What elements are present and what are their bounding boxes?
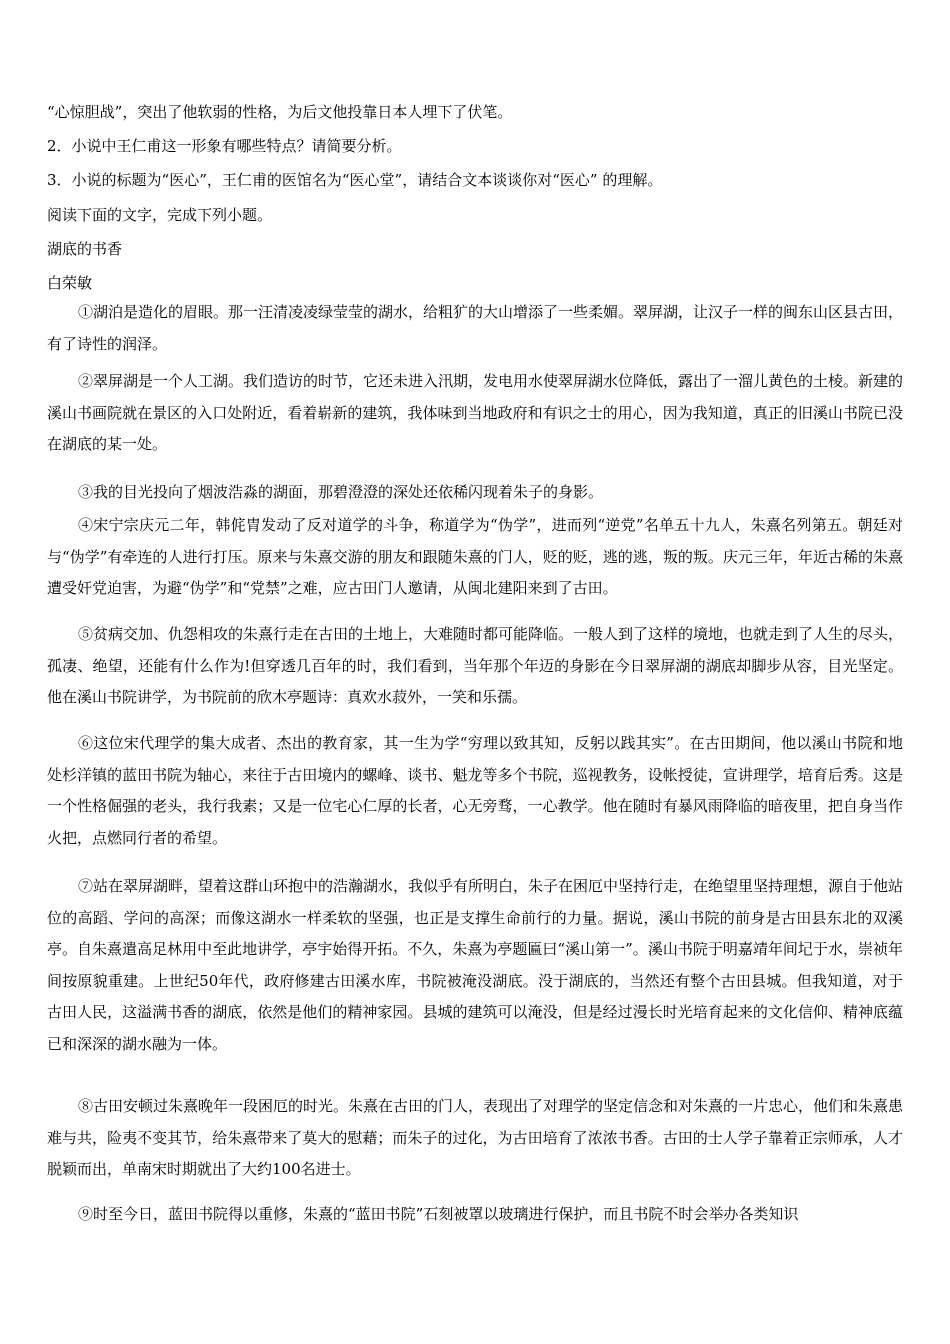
article-paragraph-5: ⑤贫病交加、仇怨相攻的朱熹行走在古田的土地上，大难随时都可能降临。一般人到了这样的境地，也就走到了人生的尽头，孤凄、绝望，还能有什么作为!但穿透几百年的时，我们看到，当年那个年迈的身影在今日翠屏湖的湖底却脚步从容，目光坚定。他在溪山书院讲学，为书院前的欣木亭题诗：真欢水菽外，一笑和乐孺。 — [47, 625, 904, 706]
reading-instruction: 阅读下面的文字，完成下列小题。 — [47, 206, 273, 224]
answer-continuation-line: “心惊胆战”，突出了他软弱的性格，为后文他投靠日本人埋下了伏笔。 — [47, 103, 513, 121]
question-2: 2．小说中王仁甫这一形象有哪些特点？请简要分析。 — [47, 137, 402, 155]
article-author: 白荣敏 — [47, 274, 93, 292]
article-paragraph-7: ⑦站在翠屏湖畔，望着这群山环抱中的浩瀚湖水，我似乎有所明白，朱子在困厄中坚持行走，在绝望里坚持理想，源自于他站位的高蹈、学问的高深；而像这湖水一样柔软的坚强，也正是支撑生命前行的力量。据说，溪山书院的前身是古田县东北的双溪亭。自朱熹遣高足林用中至此地讲学，亭宇始得开拓。不久，朱熹为亭题匾曰“溪山第一”。溪山书院于明嘉靖年间圮于水，崇祯年间按原貌重建。上世纪50年代，政府修建古田溪水库，书院被淹没湖底。没于湖底的，当然还有整个古田县城。但我知道，对于古田人民，这溢满书香的湖底，依然是他们的精神家园。县城的建筑可以淹没，但是经过漫长时光培育起来的文化信仰、精神底蕴已和深深的湖水融为一体。 — [47, 877, 904, 1053]
article-paragraph-1: ①湖泊是造化的眉眼。那一汪清凌凌绿莹莹的湖水，给粗犷的大山增添了一些柔媚。翠屏湖，让汉子一样的闽东山区县古田，有了诗性的润泽。 — [47, 303, 904, 353]
article-title: 湖底的书香 — [47, 240, 123, 258]
article-paragraph-4: ④宋宁宗庆元二年，韩侂胄发动了反对道学的斗争，称道学为“伪学”，进而列“逆党”名单五十九人，朱熹名列第五。朝廷对与“伪学”有牵连的人进行打压。原来与朱熹交游的朋友和跟随朱熹的门人，贬的贬，逃的逃，叛的叛。庆元三年，年近古稀的朱熹遭受奸党迫害，为避“伪学”和“党禁”之难，应古田门人邀请，从闽北建阳来到了古田。 — [47, 516, 903, 597]
article-paragraph-6: ⑥这位宋代理学的集大成者、杰出的教育家，其一生为学“穷理以致其知，反躬以践其实”。在古田期间，他以溪山书院和地处杉洋镇的蓝田书院为轴心，来往于古田境内的螺峰、谈书、魁龙等多个书院，巡视教务，设帐授徒，宣讲理学，培育后秀。这是一个性格倔强的老头，我行我素；又是一位宅心仁厚的长者，心无旁骛，一心教学。他在随时有暴风雨降临的暗夜里，把自身当作火把，点燃同行者的希望。 — [47, 734, 903, 847]
question-3: 3．小说的标题为“医心”，王仁甫的医馆名为“医心堂”，请结合文本谈谈你对“医心” 的理解。 — [47, 171, 663, 189]
article-paragraph-3: ③我的目光投向了烟波浩淼的湖面，那碧澄澄的深处还依稀闪现着朱子的身影。 — [78, 483, 604, 501]
article-paragraph-9: ⑨时至今日，蓝田书院得以重修，朱熹的“蓝田书院”石刻被罩以玻璃进行保护，而且书院不时会举办各类知识 — [78, 1205, 799, 1223]
article-paragraph-2: ②翠屏湖是一个人工湖。我们造访的时节，它还未进入汛期，发电用水使翠屏湖水位降低，露出了一溜儿黄色的土棱。新建的溪山书画院就在景区的入口处附近，看着崭新的建筑，我体味到当地政府和有识之士的用心，因为我知道，真正的旧溪山书院已没在湖底的某一处。 — [47, 372, 904, 453]
article-paragraph-8: ⑧古田安顿过朱熹晚年一段困厄的时光。朱熹在古田的门人，表现出了对理学的坚定信念和对朱熹的一片忠心，他们和朱熹患难与共，险夷不变其节，给朱熹带来了莫大的慰藉；而朱子的过化，为古田培育了浓浓书香。古田的士人学子靠着正宗师承，人才脱颖而出，单南宋时期就出了大约100名进士。 — [47, 1097, 904, 1178]
